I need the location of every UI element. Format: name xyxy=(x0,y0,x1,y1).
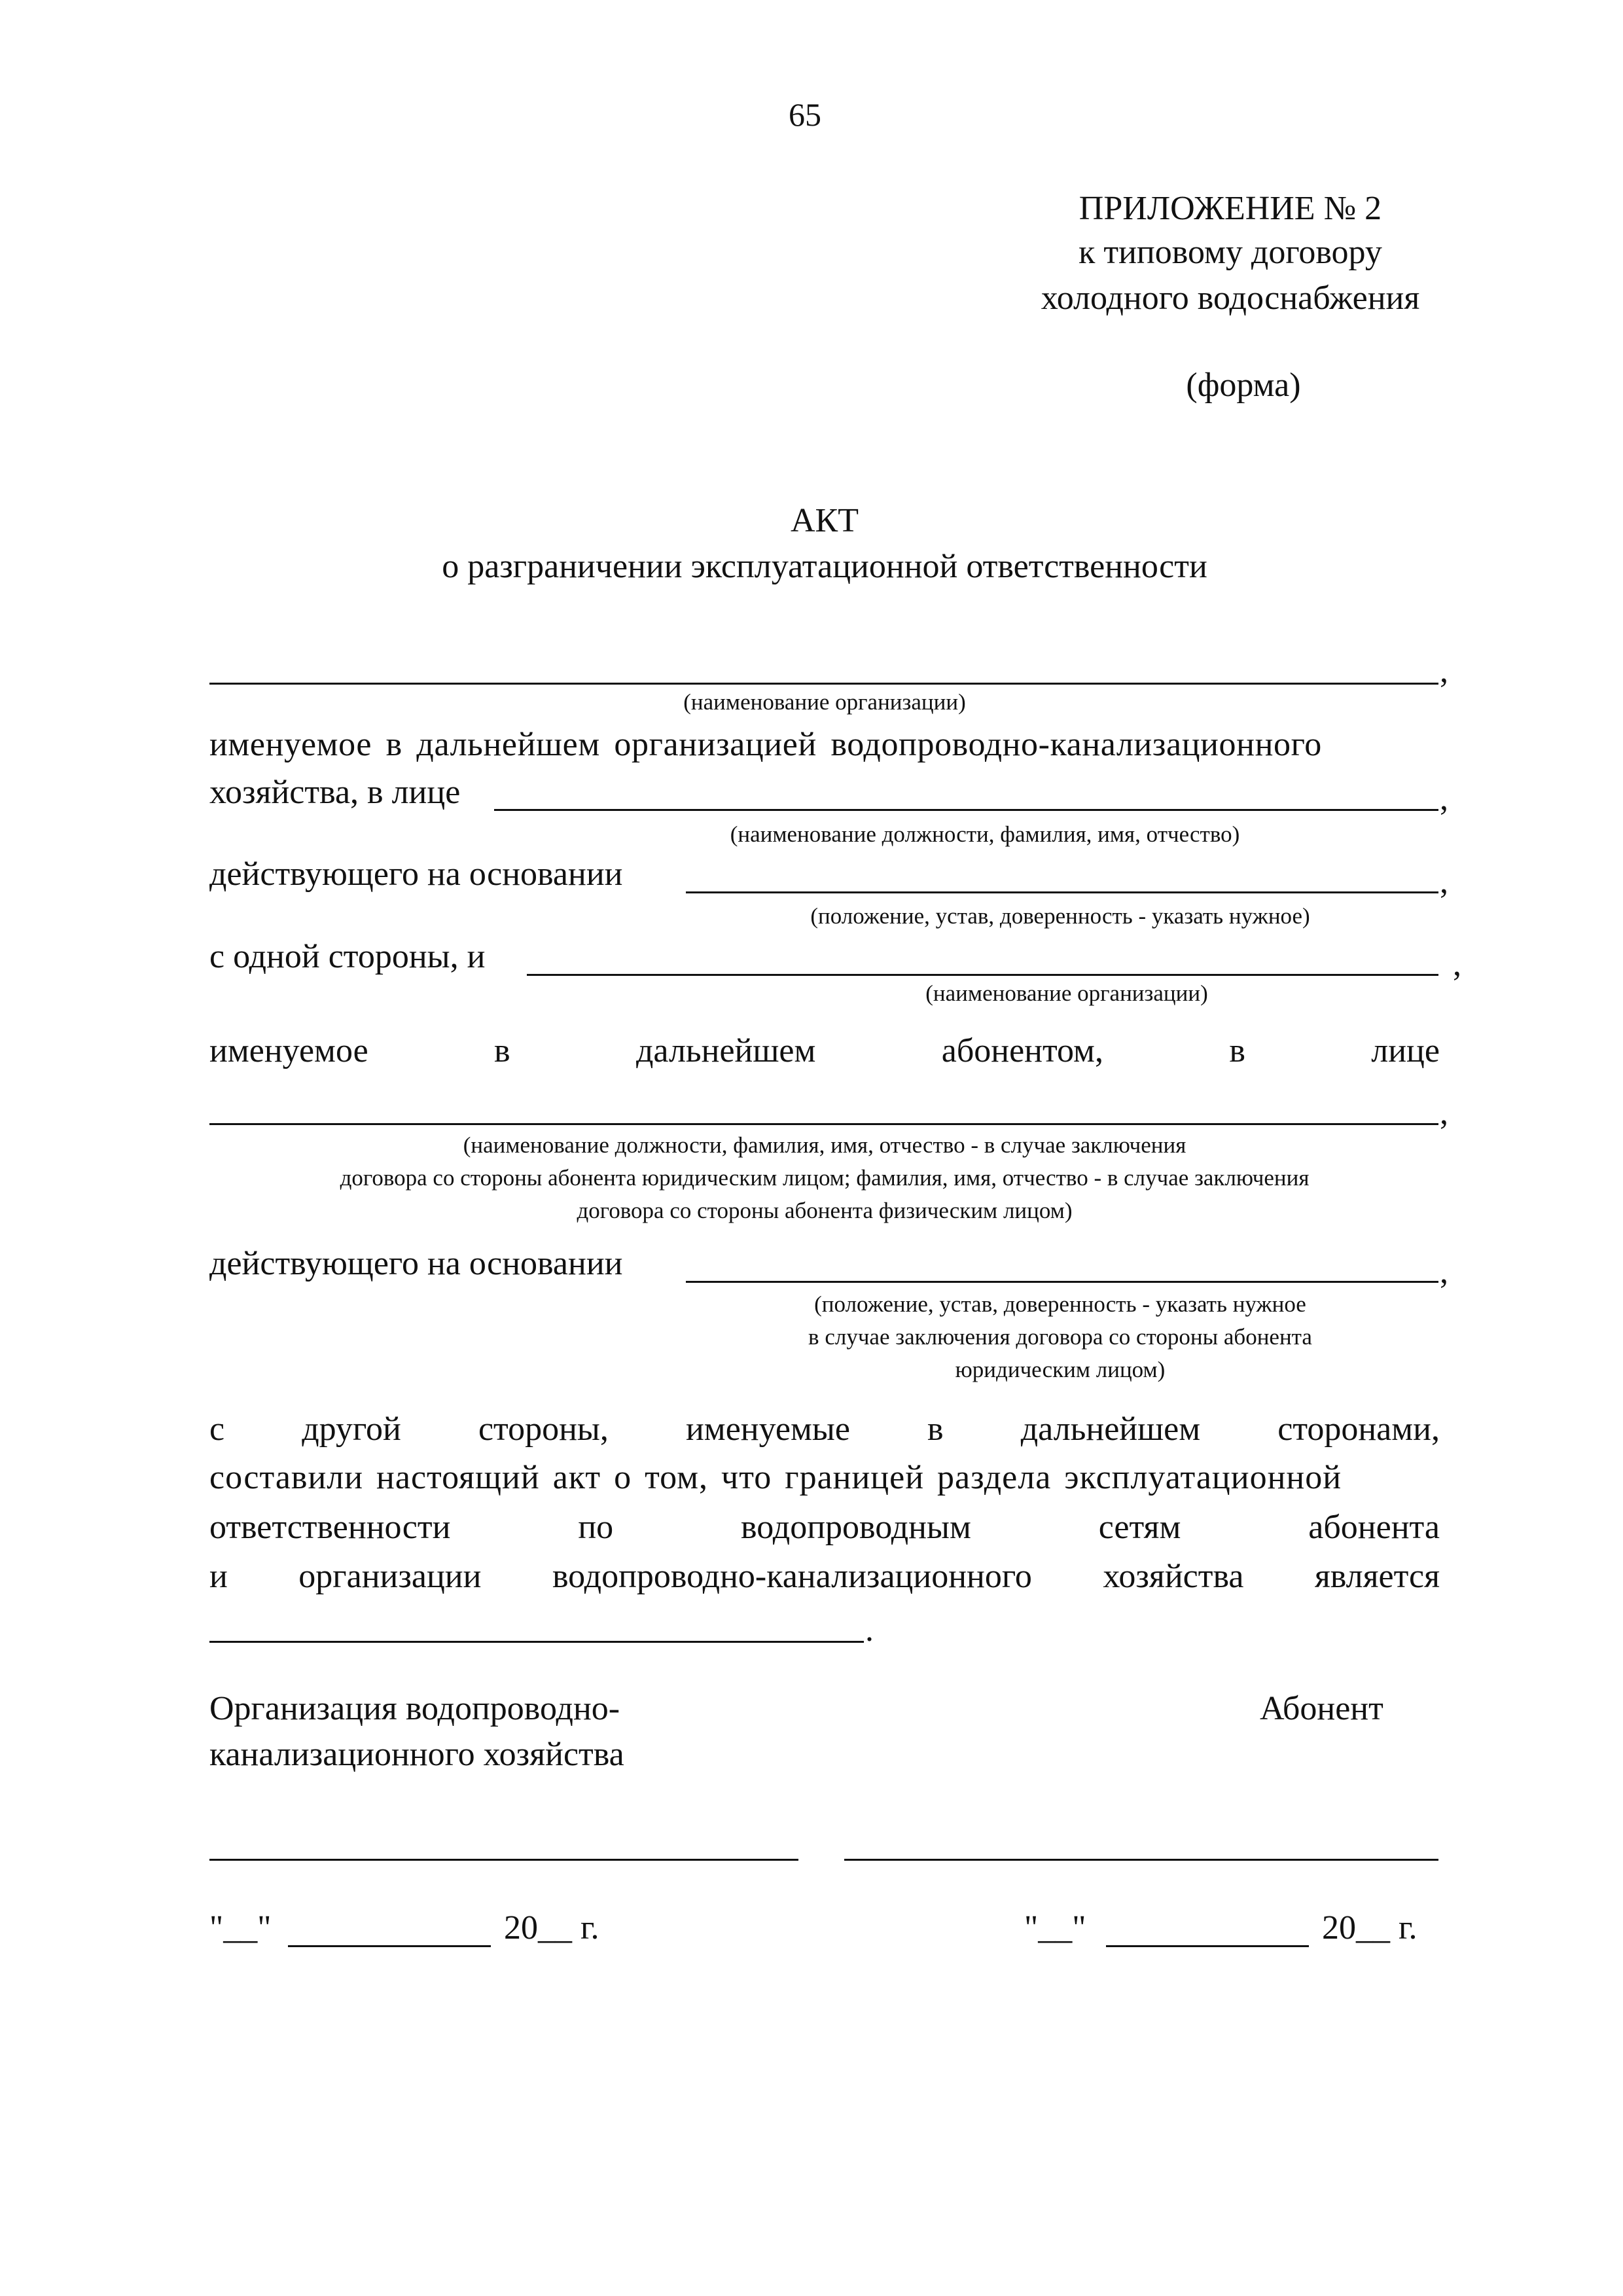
body-line-1 xyxy=(209,1412,1440,1446)
appendix-line1: к типовому договору xyxy=(1079,234,1382,271)
document-title: АКТ xyxy=(791,502,859,539)
word: сторонами, xyxy=(1277,1410,1440,1448)
comma: , xyxy=(1440,1094,1448,1132)
word: стороны, xyxy=(478,1410,609,1448)
word: водопроводно-канализационного xyxy=(552,1558,1032,1595)
signature-line-right[interactable] xyxy=(844,1859,1438,1861)
subscriber-line xyxy=(209,1034,1440,1068)
word: дальнейшем xyxy=(1020,1410,1201,1448)
basis-label-2: действующего на основании xyxy=(209,1245,623,1282)
period: . xyxy=(865,1611,874,1649)
comma: , xyxy=(1453,946,1461,983)
basis-hint: (положение, устав, доверенность - указать нужное) xyxy=(810,903,1310,929)
word: и xyxy=(209,1558,228,1595)
word: сетям xyxy=(1098,1509,1181,1546)
date-year-left[interactable]: 20__ г. xyxy=(504,1909,599,1946)
comma: , xyxy=(1440,780,1448,817)
word: именуемые xyxy=(685,1410,850,1448)
basis-hint-2-2: в случае заключения договора со стороны абонента xyxy=(808,1324,1312,1350)
word: является xyxy=(1314,1558,1440,1595)
basis-line-2[interactable] xyxy=(686,1281,1438,1283)
appendix-line2: холодного водоснабжения xyxy=(1041,279,1420,317)
subscriber-hint-1: (наименование должности, фамилия, имя, отчество - в случае заключения xyxy=(463,1132,1186,1158)
date-year-right[interactable]: 20__ г. xyxy=(1322,1909,1418,1946)
basis-hint-2-3: юридическим лицом) xyxy=(955,1357,1166,1382)
signature-left-line1: Организация водопроводно- xyxy=(209,1690,620,1727)
date-day-left[interactable]: "__" xyxy=(209,1909,272,1946)
word: абонента xyxy=(1308,1509,1440,1546)
word: дальнейшем xyxy=(635,1032,816,1069)
position-line[interactable] xyxy=(494,809,1438,811)
word: абонентом, xyxy=(941,1032,1103,1069)
one-side-label: с одной стороны, и xyxy=(209,938,486,975)
word: другой xyxy=(302,1410,401,1448)
basis-hint-2-1: (положение, устав, доверенность - указать нужное xyxy=(814,1291,1306,1317)
second-org-line[interactable] xyxy=(527,974,1438,976)
word: хозяйства xyxy=(1103,1558,1244,1595)
signature-line-left[interactable] xyxy=(209,1859,798,1861)
org-name-line[interactable] xyxy=(209,683,1438,685)
boundary-line[interactable] xyxy=(209,1641,864,1643)
comma: , xyxy=(1440,1253,1448,1291)
basis-line[interactable] xyxy=(686,891,1438,893)
word: по xyxy=(578,1509,614,1546)
position-hint: (наименование должности, фамилия, имя, отчество) xyxy=(730,821,1240,847)
document-subtitle: о разграничении эксплуатационной ответственности xyxy=(442,548,1207,585)
subscriber-hint-3: договора со стороны абонента физическим лицом) xyxy=(577,1198,1073,1223)
org-name-hint-2: (наименование организации) xyxy=(925,980,1208,1006)
signature-left-line2: канализационного хозяйства xyxy=(209,1736,624,1773)
date-month-line-left[interactable] xyxy=(288,1945,491,1947)
appendix-title: ПРИЛОЖЕНИЕ № 2 xyxy=(1079,190,1382,227)
org-role-text: именуемое в дальнейшем организацией водопроводно-канализационного xyxy=(209,726,1322,763)
comma: , xyxy=(1440,653,1448,690)
word: с xyxy=(209,1410,225,1448)
basis-label: действующего на основании xyxy=(209,855,623,893)
word: в xyxy=(927,1410,944,1448)
date-month-line-right[interactable] xyxy=(1106,1945,1309,1947)
date-day-right[interactable]: "__" xyxy=(1024,1909,1086,1946)
word: именуемое xyxy=(209,1032,368,1069)
body-line-2: составили настоящий акт о том, что границей раздела эксплуатационной xyxy=(209,1459,1342,1496)
page-number: 65 xyxy=(789,96,821,133)
body-line-3 xyxy=(209,1511,1440,1545)
word: лице xyxy=(1371,1032,1440,1069)
subscriber-person-line[interactable] xyxy=(209,1123,1438,1125)
subscriber-hint-2: договора со стороны абонента юридическим лицом; фамилия, имя, отчество - в случае заключения xyxy=(340,1165,1310,1191)
body-line-4 xyxy=(209,1560,1440,1594)
word: ответственности xyxy=(209,1509,451,1546)
word: в xyxy=(494,1032,510,1069)
org-name-hint: (наименование организации) xyxy=(683,689,966,715)
signature-right: Абонент xyxy=(1260,1690,1383,1727)
word: водопроводным xyxy=(741,1509,971,1546)
form-label: (форма) xyxy=(1186,367,1301,404)
comma: , xyxy=(1440,863,1448,901)
word: организации xyxy=(298,1558,482,1595)
word: в xyxy=(1229,1032,1245,1069)
in-person-label: хозяйства, в лице xyxy=(209,774,461,811)
